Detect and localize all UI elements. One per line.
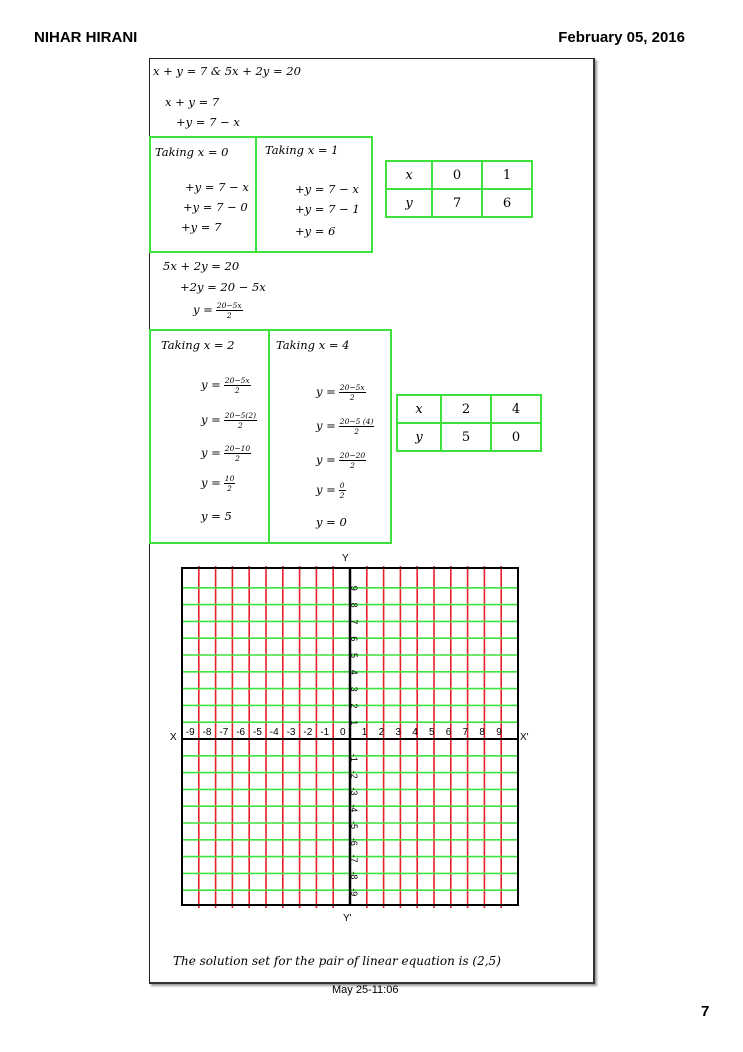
axis-label-x-prime: X' [520, 732, 529, 743]
svg-text:7: 7 [349, 619, 359, 625]
case-step: y = 5 [201, 509, 232, 523]
svg-text:-8: -8 [202, 727, 212, 738]
svg-text:9: 9 [496, 727, 502, 738]
svg-text:6: 6 [445, 727, 452, 738]
case-step: y = $\frac{20-10}{2}$ [201, 444, 251, 463]
footer-timestamp: May 25-11:06 [332, 984, 399, 996]
axis-label-y: Y [342, 553, 349, 564]
case-label: Taking x = 0 [155, 145, 229, 159]
svg-text:-4: -4 [349, 804, 359, 813]
svg-text:8: 8 [479, 727, 485, 738]
svg-text:3: 3 [395, 727, 401, 738]
case-step: +y = 7 − 0 [183, 200, 248, 214]
svg-text:-3: -3 [349, 787, 359, 796]
svg-text:1: 1 [349, 720, 359, 726]
case-step: y = $\frac{20-5x}{2}$ [316, 383, 365, 402]
table-row-y: y 7 6 [386, 189, 532, 217]
case-step: +y = 7 [181, 220, 222, 234]
case-step: +y = 7 − x [185, 180, 249, 194]
svg-text:-2: -2 [349, 770, 359, 779]
page-number: 7 [701, 1003, 710, 1020]
table-row-x: x 2 4 [397, 395, 541, 423]
svg-text:-9: -9 [349, 888, 359, 897]
axis-label-y-prime: Y' [343, 913, 352, 924]
eq1-step: x + y = 7 [165, 95, 220, 109]
svg-text:-4: -4 [269, 727, 279, 738]
document-date: February 05, 2016 [558, 29, 685, 46]
axis-label-x: X [170, 732, 177, 743]
svg-text:8: 8 [349, 602, 359, 608]
svg-text:6: 6 [349, 636, 359, 642]
svg-text:-5: -5 [253, 727, 262, 738]
svg-text:-3: -3 [286, 727, 296, 738]
eq1-step: +y = 7 − x [176, 115, 240, 129]
svg-text:-2: -2 [303, 727, 313, 738]
svg-text:5: 5 [429, 727, 435, 738]
conclusion-text: The solution set for the pair of linear equation is (2,5) [173, 954, 501, 968]
case-step: y = $\frac{10}{2}$ [201, 474, 235, 493]
case-label: Taking x = 4 [276, 338, 350, 352]
x-tick-labels [186, 727, 502, 738]
svg-text:4: 4 [349, 669, 359, 675]
case-step: y = $\frac{20-20}{2}$ [316, 451, 366, 470]
svg-text:7: 7 [462, 727, 469, 738]
svg-text:-7: -7 [349, 854, 359, 863]
svg-text:-5: -5 [349, 821, 359, 830]
eq2-step: +2y = 20 − 5x [180, 280, 266, 294]
case-label: Taking x = 2 [161, 338, 235, 352]
author-name: NIHAR HIRANI [34, 29, 138, 46]
svg-text:2: 2 [349, 703, 359, 709]
svg-text:-7: -7 [219, 727, 229, 738]
case-step: y = $\frac{0}{2}$ [316, 481, 345, 500]
svg-text:9: 9 [349, 585, 359, 591]
case-step: y = $\frac{20-5x}{2}$ [201, 376, 250, 395]
problem-title: x + y = 7 & 5x + 2y = 20 [153, 64, 301, 78]
svg-text:5: 5 [349, 653, 359, 659]
svg-text:3: 3 [349, 686, 359, 692]
svg-text:-6: -6 [236, 727, 246, 738]
svg-text:-9: -9 [185, 727, 195, 738]
case-step: y = $\frac{20-5 (4)}{2}$ [316, 417, 374, 436]
case-label: Taking x = 1 [265, 143, 339, 157]
case-step: +y = 7 − x [295, 182, 359, 196]
svg-text:0: 0 [340, 727, 346, 738]
svg-text:-6: -6 [349, 837, 359, 846]
svg-text:-1: -1 [349, 753, 359, 762]
table-row-y: y 5 0 [397, 423, 541, 451]
svg-text:1: 1 [361, 727, 368, 738]
svg-text:2: 2 [378, 727, 385, 738]
svg-text:-1: -1 [320, 727, 330, 738]
svg-text:4: 4 [412, 727, 418, 738]
case-step: +y = 7 − 1 [295, 202, 360, 216]
eq2-step: 5x + 2y = 20 [163, 259, 240, 273]
table-row-x: x 0 1 [386, 161, 532, 189]
eq2-step: y = $\frac{20-5x}{2}$ [193, 301, 242, 320]
case-step: +y = 6 [295, 224, 336, 238]
case-step: y = $\frac{20-5(2)}{2}$ [201, 411, 257, 430]
svg-text:-8: -8 [349, 871, 359, 880]
case-step: y = 0 [316, 515, 347, 529]
